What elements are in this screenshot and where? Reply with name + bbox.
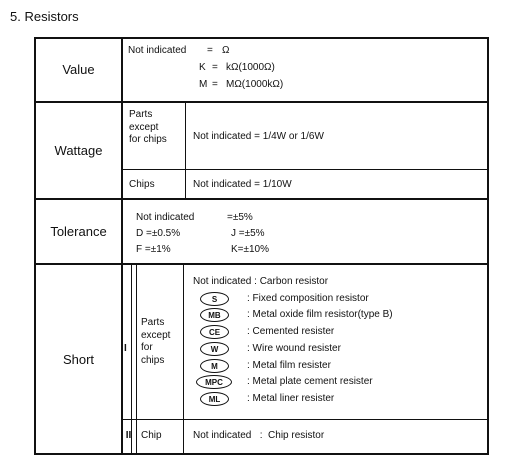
group1-mark: I bbox=[124, 343, 127, 354]
group2-value: Not indicated : Chip resistor bbox=[193, 430, 325, 441]
value-line-3-sym: = bbox=[212, 79, 218, 90]
value-label: Value bbox=[62, 62, 95, 77]
value-line-1-right: Ω bbox=[222, 45, 230, 56]
value-line-1-sym: = bbox=[207, 45, 213, 56]
value-line-2-sym: = bbox=[212, 62, 218, 73]
tolerance-row3-left: F =±1% bbox=[136, 244, 171, 255]
short-label: Short bbox=[62, 352, 95, 367]
desc-w: : Wire wound resister bbox=[247, 343, 341, 354]
wattage-label: Wattage bbox=[54, 143, 103, 158]
desc-s: : Fixed composition resistor bbox=[247, 293, 369, 304]
wattage-chips-value: Not indicated = 1/10W bbox=[193, 179, 292, 190]
value-line-3-left: M bbox=[199, 79, 208, 90]
desc-mpc: : Metal plate cement resister bbox=[247, 376, 373, 387]
code-ml: ML bbox=[200, 392, 229, 406]
desc-mb: : Metal oxide film resistor(type B) bbox=[247, 309, 393, 320]
code-m: M bbox=[200, 359, 229, 373]
group1-label: Parts except for chips bbox=[141, 317, 171, 366]
code-mpc: MPC bbox=[196, 375, 232, 389]
tolerance-row1-left: Not indicated bbox=[136, 212, 195, 223]
desc-ml: : Metal liner resister bbox=[247, 393, 335, 404]
tolerance-row2-left: D =±0.5% bbox=[136, 228, 181, 239]
value-line-2-left: K bbox=[199, 62, 206, 73]
code-mb: MB bbox=[200, 308, 229, 322]
value-line-3-right: MΩ(1000kΩ) bbox=[226, 79, 284, 90]
short-not-indicated: Not indicated : Carbon resistor bbox=[193, 276, 329, 287]
code-ce: CE bbox=[200, 325, 229, 339]
tolerance-row3-right: K=±10% bbox=[231, 244, 270, 255]
value-line-1-left: Not indicated bbox=[128, 45, 187, 56]
wattage-parts-value: Not indicated = 1/4W or 1/6W bbox=[193, 131, 324, 142]
desc-ce: : Cemented resister bbox=[247, 326, 335, 337]
tolerance-row2-right: J =±5% bbox=[231, 228, 265, 239]
tolerance-row1-right: =±5% bbox=[227, 212, 253, 223]
group2-label: Chip bbox=[141, 430, 162, 441]
group2-mark: II bbox=[125, 430, 132, 441]
code-s: S bbox=[200, 292, 229, 306]
wattage-chips-label: Chips bbox=[129, 179, 155, 190]
wattage-parts-label: Parts except for chips bbox=[129, 109, 167, 145]
value-line-2-right: kΩ(1000Ω) bbox=[226, 62, 275, 73]
desc-m: : Metal film resister bbox=[247, 360, 331, 371]
tolerance-label: Tolerance bbox=[50, 224, 107, 239]
section-title: 5. Resistors bbox=[10, 9, 79, 24]
code-w: W bbox=[200, 342, 229, 356]
